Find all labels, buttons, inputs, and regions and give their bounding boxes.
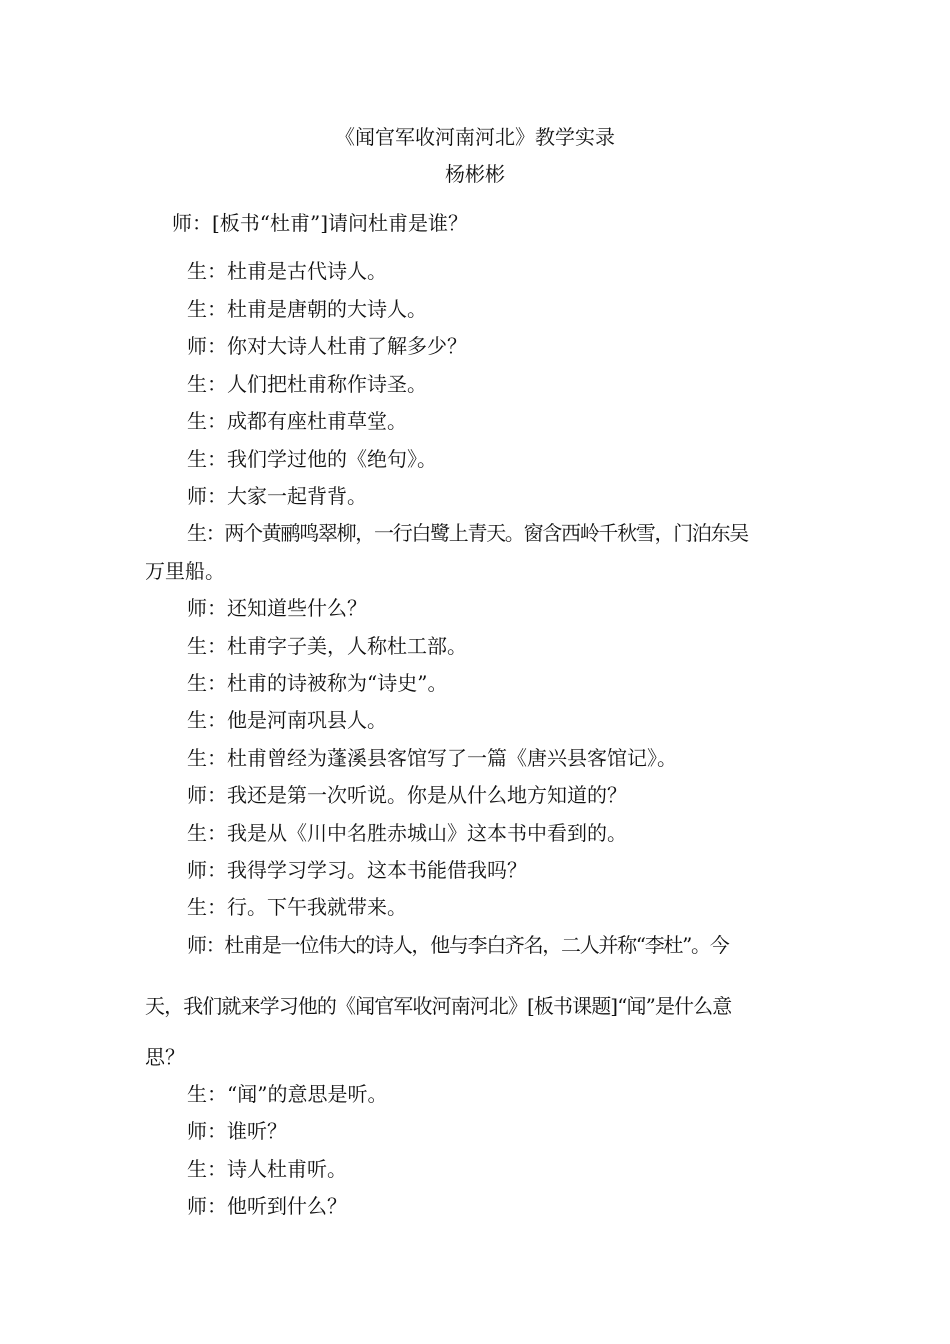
- dialogue-line: 生：杜甫是唐朝的大诗人。: [187, 297, 427, 321]
- dialogue-line: 师：他听到什么？: [187, 1194, 347, 1218]
- dialogue-line-continuation: 思？: [145, 1045, 185, 1069]
- document-title: 《闻官军收河南河北》教学实录: [335, 125, 615, 149]
- dialogue-line: 师：我还是第一次听说。你是从什么地方知道的？: [187, 783, 627, 807]
- dialogue-line: 生：成都有座杜甫草堂。: [187, 409, 407, 433]
- dialogue-line-continuation: 天，我们就来学习他的《闻官军收河南河北》[板书课题]“闻”是什么意: [145, 994, 732, 1018]
- dialogue-line: 生：我们学过他的《绝句》。: [187, 447, 437, 471]
- dialogue-line: 师：谁听？: [187, 1119, 287, 1143]
- dialogue-line: 生：杜甫是古代诗人。: [187, 259, 387, 283]
- dialogue-line: 生：杜甫字子美，人称杜工部。: [187, 634, 467, 658]
- dialogue-line: 师：杜甫是一位伟大的诗人，他与李白齐名，二人并称“李杜”。今: [187, 933, 729, 957]
- dialogue-line: 生：他是河南巩县人。: [187, 708, 387, 732]
- dialogue-line: 生：行。下午我就带来。: [187, 895, 407, 919]
- document-author: 杨彬彬: [445, 162, 505, 186]
- dialogue-line: 师：我得学习学习。这本书能借我吗？: [187, 858, 527, 882]
- dialogue-line: 师：还知道些什么？: [187, 596, 367, 620]
- dialogue-line: 生：“闻”的意思是听。: [187, 1082, 388, 1106]
- dialogue-line: 生：杜甫曾经为蓬溪县客馆写了一篇《唐兴县客馆记》。: [187, 746, 677, 770]
- dialogue-line: 生：诗人杜甫听。: [187, 1157, 347, 1181]
- dialogue-line: 生：我是从《川中名胜赤城山》这本书中看到的。: [187, 821, 627, 845]
- dialogue-line: 师：[板书“杜甫”]请问杜甫是谁？: [172, 211, 469, 235]
- dialogue-line: 生：人们把杜甫称作诗圣。: [187, 372, 427, 396]
- dialogue-line: 生：杜甫的诗被称为“诗史”。: [187, 671, 448, 695]
- dialogue-line: 师：你对大诗人杜甫了解多少？: [187, 334, 467, 358]
- dialogue-line: 师：大家一起背背。: [187, 484, 367, 508]
- dialogue-line-continuation: 万里船。: [145, 559, 225, 583]
- dialogue-line: 生：两个黄鹂鸣翠柳，一行白鹭上青天。窗含西岭千秋雪，门泊东吴: [187, 521, 748, 545]
